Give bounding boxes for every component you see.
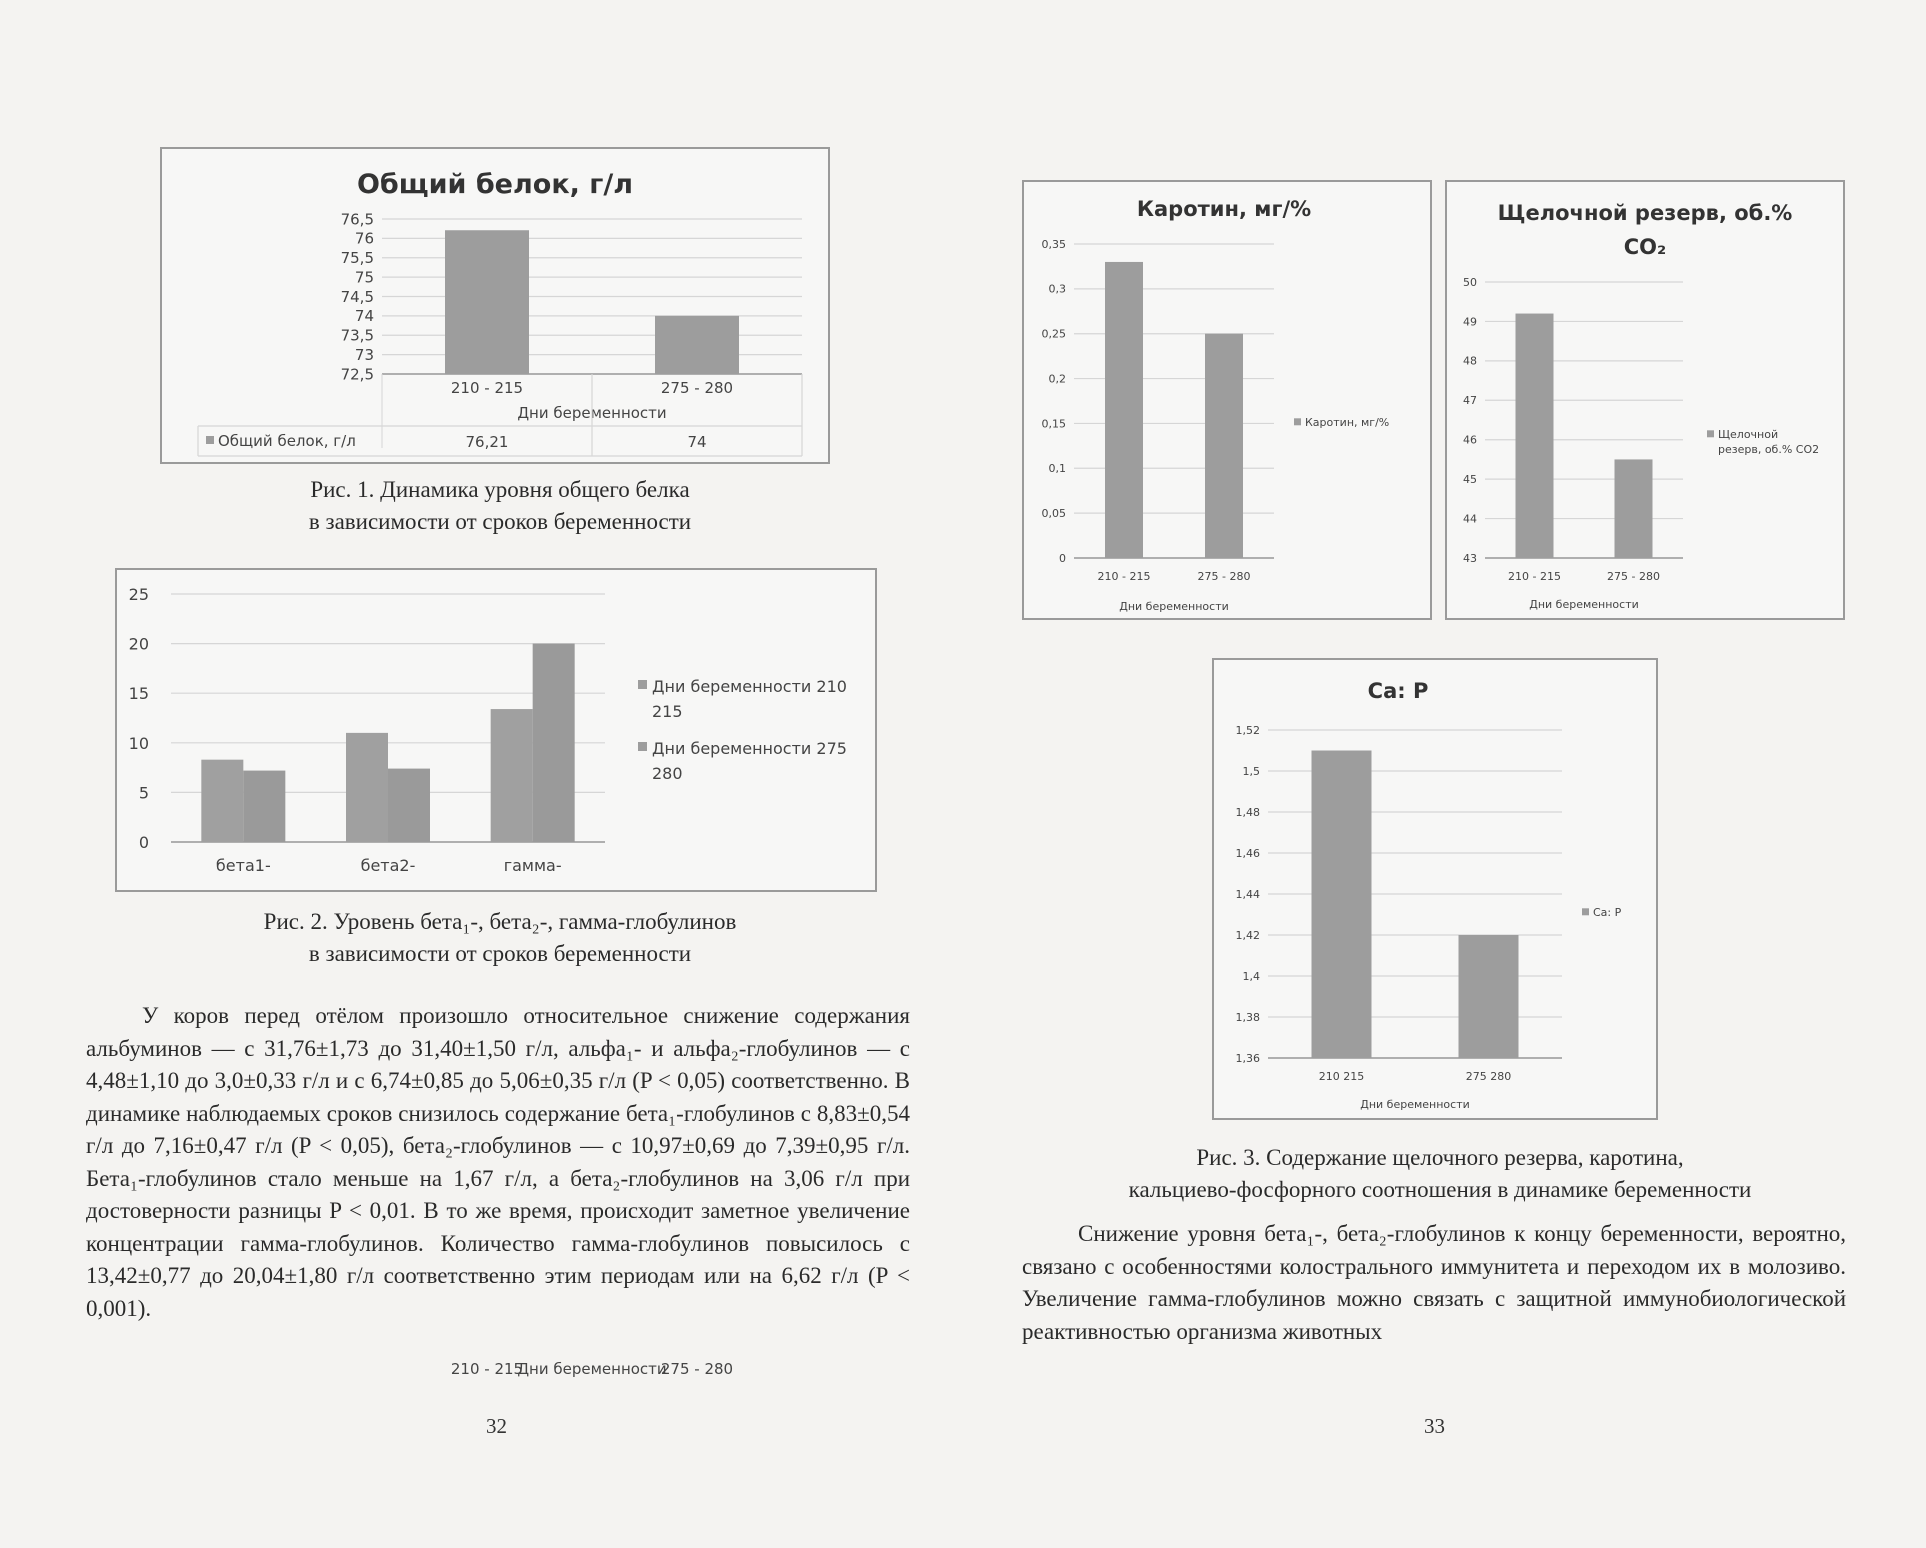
table-value: 76,21 — [465, 433, 509, 451]
y-tick-label: 76,5 — [340, 210, 374, 229]
x-axis-label: Дни беременности — [1529, 598, 1639, 611]
legend-label: Дни беременности 210 — [652, 677, 847, 696]
legend-label: Каротин, мг/% — [1305, 416, 1390, 429]
x-axis-label: Дни беременности — [1360, 1098, 1470, 1111]
y-tick-label: 73 — [354, 345, 374, 364]
legend-swatch — [206, 436, 214, 444]
y-tick-label: 15 — [128, 684, 149, 704]
y-tick-label: 1,44 — [1235, 887, 1260, 901]
bar — [1615, 459, 1653, 558]
y-tick-label: 0,05 — [1041, 506, 1066, 520]
y-tick-label: 0,15 — [1041, 417, 1066, 431]
y-tick-label: 75,5 — [340, 249, 374, 267]
x-tick-label: 275 - 280 — [1197, 570, 1251, 583]
x-tick-label: бета2- — [360, 856, 416, 875]
legend-label: Ca: P — [1593, 906, 1622, 919]
y-tick-label: 1,46 — [1235, 846, 1260, 860]
x-tick-label: 210 - 215 — [450, 379, 524, 397]
fig3-caption-line2: кальциево-фосфорного соотношения в динамике беременности — [1128, 1177, 1752, 1202]
y-tick-label: 10 — [128, 733, 149, 753]
bar-series1 — [491, 709, 533, 842]
bar — [1516, 314, 1554, 558]
chart-carotene-svg — [1024, 182, 1430, 618]
fig2-caption — [150, 906, 850, 970]
legend-label: Общий белок, г/л — [218, 432, 356, 450]
x-axis-label: Дни беременности — [1119, 600, 1229, 613]
x-axis-label: Дни беременности — [517, 404, 667, 422]
y-tick-label: 72,5 — [340, 365, 374, 384]
legend-swatch — [638, 742, 647, 751]
legend-label: Щелочной — [1718, 428, 1779, 441]
y-tick-label: 1,5 — [1242, 764, 1260, 778]
x-tick-label: 210 215 — [1318, 1070, 1365, 1083]
y-tick-label: 1,4 — [1242, 969, 1260, 983]
y-tick-label: 45 — [1463, 472, 1477, 486]
y-tick-label: 74 — [354, 307, 374, 326]
bar-series1 — [201, 760, 243, 842]
left-paragraph — [86, 1000, 910, 1325]
y-tick-label: 73,5 — [340, 326, 374, 345]
fig3-caption-line1: Рис. 3. Содержание щелочного резерва, каротина, — [1196, 1145, 1684, 1170]
chart-ca-p — [1212, 658, 1658, 1120]
y-tick-label: 43 — [1463, 551, 1477, 565]
legend-swatch — [1294, 418, 1301, 425]
legend-swatch — [1707, 430, 1714, 437]
fig1-caption-line2: в зависимости от сроков беременности — [308, 509, 692, 534]
x-axis-label: Дни беременности — [517, 1360, 667, 1378]
y-tick-label: 1,48 — [1235, 805, 1260, 819]
y-tick-label: 0 — [1059, 551, 1066, 565]
legend-swatch — [638, 680, 647, 689]
legend-label: 280 — [652, 764, 683, 783]
chart-title: Щелочной резерв, об.% — [1497, 201, 1793, 225]
y-tick-label: 47 — [1463, 394, 1477, 408]
y-tick-label: 49 — [1463, 315, 1477, 329]
y-tick-label: 0,2 — [1048, 372, 1066, 386]
y-tick-label: 0 — [138, 833, 149, 852]
legend-label: Дни беременности 275 — [652, 739, 847, 758]
left-paragraph-text: У коров перед отёлом произошло относительное снижение содержания альбуминов — с 31,76±1,73 до 31,40±1,50 г/л, альфа₁- и альфа₂-глобулинов — с 4,48±1,10 до 3,0±0,33 г/л и с 6,74±0,85 до 5,06±0,35 г/л (P < 0,05) соответственно. В динамике наблюдаемых сроков снизилось содержание бета₁-глобулинов с 8,83±0,54 г/л до 7,16±0,47 г/л (P < 0,05), бета₂-глобулинов — с 10,97±0,69 до 7,39±0,95 г/л. Бета₁-глобулинов стало меньше на 1,67 г/л, а бета₂-глобулинов на 3,06 г/л при достоверности разницы P < 0,01. В то же время, происходит заметное увеличение концентрации гамма-глобулинов. Количество гамма-глобулинов повысилось с 13,42±0,77 до 20,04±1,80 г/л соответственно этим периодам или на 6,62 г/л (P < 0,001). — [86, 1003, 910, 1321]
bar-series1 — [346, 733, 388, 842]
y-tick-label: 1,42 — [1235, 928, 1260, 942]
y-tick-label: 75 — [354, 268, 374, 287]
y-tick-label: 1,38 — [1235, 1010, 1260, 1024]
x-tick-label: 275 280 — [1465, 1070, 1512, 1083]
legend-swatch — [1582, 908, 1589, 915]
chart-ca-p-svg — [1214, 660, 1656, 1118]
bar — [1312, 751, 1372, 1059]
y-tick-label: 0,35 — [1041, 237, 1066, 251]
bar — [1205, 334, 1243, 558]
y-tick-label: 74,5 — [340, 287, 374, 306]
x-tick-label: 210 - 215 — [1508, 570, 1561, 583]
fig1-caption-line1: Рис. 1. Динамика уровня общего белка — [310, 477, 690, 502]
x-tick-label: 275 - 280 — [1607, 570, 1660, 583]
right-paragraph-text: Снижение уровня бета₁-, бета₂-глобулинов к концу беременности, вероятно, связано с особенностями колострального иммунитета и переходом их в молозиво. Увеличение гамма-глобулинов можно связать с защитной иммунобиологической реактивностью организма животных — [1022, 1221, 1846, 1344]
x-tick-label: 210 - 215 — [1097, 570, 1151, 583]
chart-title: Ca: P — [1367, 679, 1429, 703]
y-tick-label: 0,25 — [1041, 327, 1066, 341]
y-tick-label: 48 — [1463, 354, 1477, 368]
fig2-caption-line1: Рис. 2. Уровень бета₁-, бета₂-, гамма-глобулинов — [263, 909, 737, 934]
right-paragraph — [1022, 1218, 1846, 1348]
legend-label: резерв, об.% CO2 — [1718, 443, 1820, 456]
chart-carotene — [1022, 180, 1432, 620]
bar — [1105, 262, 1143, 558]
bar — [655, 316, 739, 374]
fig2-caption-line2: в зависимости от сроков беременности — [308, 941, 692, 966]
y-tick-label: 44 — [1463, 512, 1477, 526]
y-tick-label: 25 — [128, 585, 149, 604]
chart-globulins — [115, 568, 877, 892]
bar-series2 — [533, 644, 575, 842]
page-number-right: 33 — [1424, 1414, 1445, 1438]
bar — [445, 230, 529, 374]
bar-series2 — [388, 769, 430, 842]
chart-title: Каротин, мг/% — [1136, 197, 1312, 221]
table-value: 74 — [687, 433, 707, 451]
chart-globulins-svg — [117, 570, 875, 890]
y-tick-label: 46 — [1463, 433, 1477, 447]
chart-title: CO₂ — [1623, 235, 1667, 259]
chart-alkaline-reserve-svg — [1447, 182, 1843, 618]
chart-alkaline-reserve — [1445, 180, 1845, 620]
y-tick-label: 20 — [128, 634, 149, 654]
chart-title: Общий белок, г/л — [356, 169, 634, 200]
y-tick-label: 0,3 — [1048, 282, 1066, 296]
y-tick-label: 76 — [354, 229, 374, 248]
x-tick-label: 210 - 215 — [450, 1360, 524, 1378]
page-number-left: 32 — [486, 1414, 507, 1438]
fig3-caption — [1030, 1142, 1850, 1206]
y-tick-label: 1,36 — [1235, 1051, 1260, 1065]
x-tick-label: 275 - 280 — [660, 1360, 734, 1378]
x-tick-label: 275 - 280 — [660, 379, 734, 397]
legend-label: 215 — [652, 702, 683, 721]
x-tick-label: бета1- — [215, 856, 271, 875]
bar — [1459, 935, 1519, 1058]
y-tick-label: 0,1 — [1048, 462, 1066, 476]
y-tick-label: 5 — [138, 783, 149, 803]
y-tick-label: 1,52 — [1235, 723, 1260, 737]
bar-series2 — [243, 771, 285, 842]
x-tick-label: гамма- — [503, 856, 562, 875]
fig1-caption — [200, 474, 800, 538]
y-tick-label: 50 — [1463, 275, 1477, 289]
